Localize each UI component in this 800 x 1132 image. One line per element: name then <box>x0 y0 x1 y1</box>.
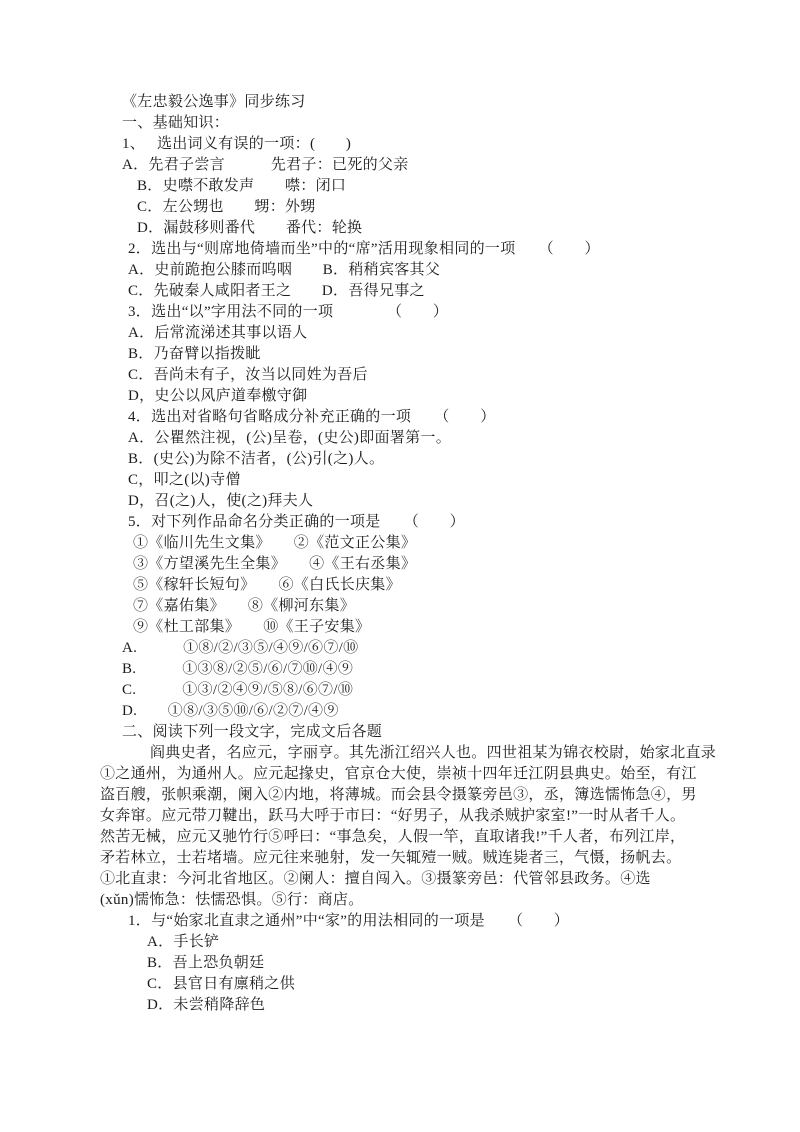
s2-question-1: 1．与“始家北直隶之通州”中“家”的用法相同的一项是 （ ） <box>128 913 570 929</box>
s1-q5-works-row-1: ①《临川先生文集》 ②《范文正公集》 <box>133 535 417 551</box>
s1-q5-works-row-4: ⑦《嘉佑集》 ⑧《柳河东集》 <box>133 598 356 614</box>
s1-q1-option-b: B．史噤不敢发声 噤：闭口 <box>137 178 347 194</box>
s1-q1-option-a: A．先君子尝言 先君子：已死的父亲 <box>122 157 409 173</box>
doc-title: 《左忠毅公逸事》同步练习 <box>122 94 306 110</box>
s1-question-2: 2．选出与“则席地倚墙而坐”中的“席”活用现象相同的一项 （ ） <box>128 241 600 257</box>
s1-q3-option-a: A．后常流涕述其事以语人 <box>128 325 308 341</box>
s1-question-4: 4．选出对省略句省略成分补充正确的一项 （ ） <box>128 409 496 425</box>
footnotes-line-2: (xǔn)懦怖急：怯懦恐惧。⑤行：商店。 <box>100 892 364 908</box>
s1-q2-options-ab: A．史前跪抱公膝而呜咽 B．稍稍宾客其父 <box>128 262 441 278</box>
s2-q1-option-c: C．县官日有廪稍之供 <box>147 976 296 992</box>
s1-q1-option-d: D．漏鼓移则番代 番代：轮换 <box>137 220 363 236</box>
s1-q4-option-a: A．公瞿然注视，(公)呈卷，(史公)即面署第一。 <box>128 430 452 446</box>
s1-q4-option-b: B．(史公)为除不洁者，(公)引(之)人。 <box>128 451 385 467</box>
s1-q5-works-row-2: ③《方望溪先生全集》 ④《王右丞集》 <box>133 556 417 572</box>
passage-line-4: 女奔窜。应元带刀鞬出，跃马大呼于市曰：“好男子，从我杀贼护家室!”一时从者千人。 <box>100 808 686 824</box>
footnotes-line-1: ①北直隶：今河北省地区。②阑人：擅自闯入。③摄篆旁邑：代管邻县政务。④选 <box>100 871 651 887</box>
s1-q3-option-c: C．吾尚未有子，汝当以同姓为吾后 <box>128 367 368 383</box>
s1-question-5: 5．对下列作品命名分类正确的一项是 （ ） <box>128 514 465 530</box>
s1-q5-option-a: A. ①⑧/②/③⑤/④⑨/⑥⑦/⑩ <box>122 640 359 656</box>
section-1-heading: 一、基础知识： <box>122 115 230 131</box>
s1-q4-option-c: C，叩之(以)寺僧 <box>128 472 241 488</box>
passage-line-3: 盗百艘，张帜乘潮，阑入②内地，将薄城。而会县令摄篆旁邑③，丞，簿选懦怖急④，男 <box>100 787 697 803</box>
s1-q1-option-c: C．左公甥也 甥：外甥 <box>137 199 316 215</box>
s2-q1-option-d: D．未尝稍降辞色 <box>147 997 266 1013</box>
s1-question-1: 1、 选出词义有误的一项：( ) <box>122 136 352 152</box>
passage-line-2: ①之通州，为通州人。应元起掾史，官京仓大使，崇祯十四年迁江阴县典史。始至，有江 <box>100 766 697 782</box>
s1-q3-option-b: B．乃奋臂以指拨眦 <box>128 346 261 362</box>
passage-line-1: 阎典史者，名应元，字丽亨。其先浙江绍兴人也。四世祖某为锦衣校尉，始家北直录 <box>150 745 717 761</box>
s1-q3-option-d: D，史公以风庐道奉檄守御 <box>128 388 308 404</box>
s1-q2-options-cd: C．先破秦人咸阳者王之 D．吾得兄事之 <box>128 283 425 299</box>
document-body <box>100 92 717 1016</box>
passage-line-6: 矛若林立，士若堵墙。应元往来驰射，发一矢辄殪一贼。贼连毙者三，气慑，扬帆去。 <box>100 850 682 866</box>
s1-q5-works-row-3: ⑤《稼轩长短句》 ⑥《白氏长庆集》 <box>133 577 401 593</box>
s2-q1-option-a: A．手长铲 <box>147 934 220 950</box>
s1-q5-works-row-5: ⑨《杜工部集》 ⑩《王子安集》 <box>133 619 371 635</box>
section-2-heading: 二、阅读下列一段文字，完成文后各题 <box>122 724 383 740</box>
s1-question-3: 3．选出“以”字用法不同的一项 （ ） <box>128 304 449 320</box>
s1-q5-option-c: C. ①③/②④⑨/⑤⑧/⑥⑦/⑩ <box>122 682 354 698</box>
passage-line-5: 然苦无械，应元又驰竹行⑤呼曰：“事急矣，人假一竿，直取诸我!”千人者，布列江岸， <box>100 829 686 845</box>
s1-q5-option-b: B. ①③⑧/②⑤/⑥/⑦⑩/④⑨ <box>122 661 354 677</box>
s1-q5-option-d: D. ①⑧/③⑤⑩/⑥/②⑦/④⑨ <box>122 703 339 719</box>
s2-q1-option-b: B．吾上恐负朝廷 <box>147 955 265 971</box>
s1-q4-option-d: D，召(之)人，使(之)拜夫人 <box>128 493 314 509</box>
